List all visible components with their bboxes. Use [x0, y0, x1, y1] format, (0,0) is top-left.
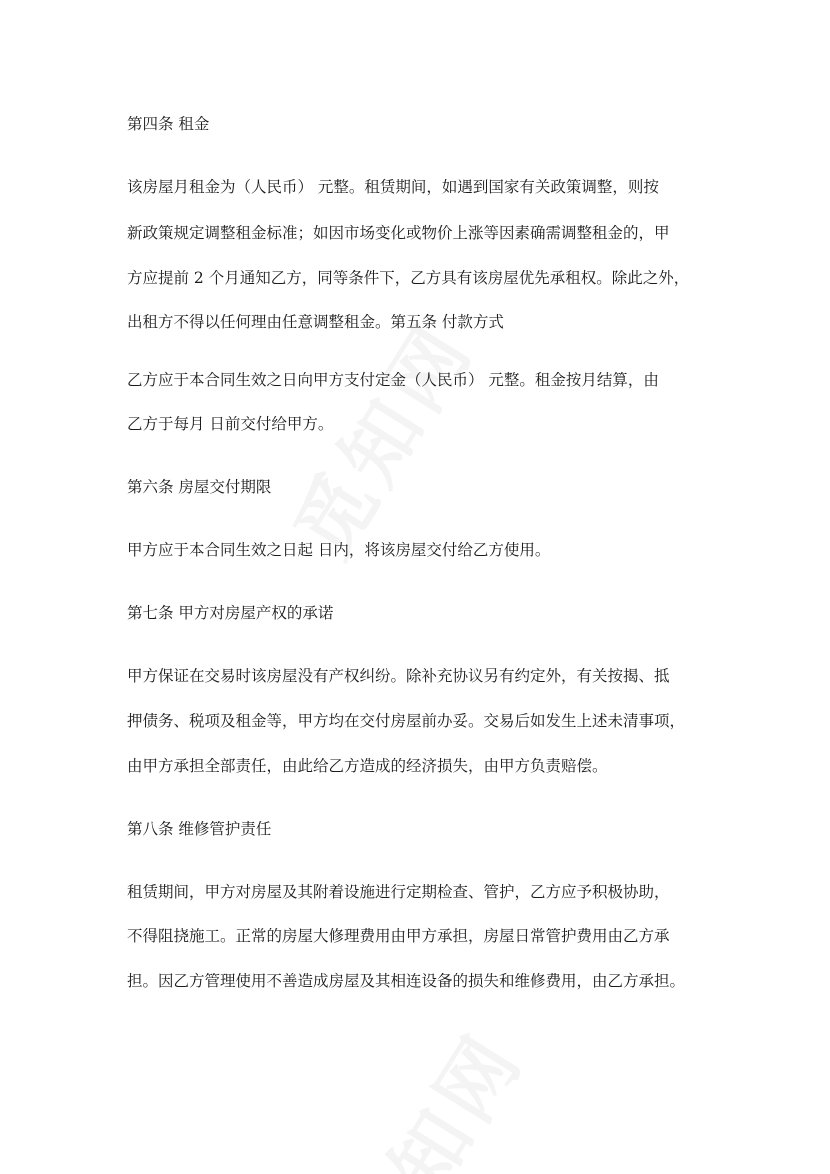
article-4-text-line: 出租方不得以任何理由任意调整租金。第五条 付款方式	[127, 313, 504, 331]
article-4-text-line: 方应提前 2 个月通知乙方，同等条件下，乙方具有该房屋优先承租权。除此之外，	[127, 269, 690, 287]
article-7-heading: 第七条 甲方对房屋产权的承诺	[127, 604, 334, 622]
article-8-text-line: 租赁期间，甲方对房屋及其附着设施进行定期检查、管护，乙方应予积极协助，	[127, 883, 670, 901]
watermark	[313, 1007, 545, 1174]
article-4-text-line: 新政策规定调整租金标准；如因市场变化或物价上涨等因素确需调整租金的，甲	[127, 224, 670, 242]
article-8-heading: 第八条 维修管护责任	[127, 820, 272, 838]
article-6-text-line: 甲方应于本合同生效之日起 日内，将该房屋交付给乙方使用。	[127, 541, 551, 559]
article-5-text-line: 乙方应于本合同生效之日向甲方支付定金（人民币） 元整。租金按月结算，由	[127, 371, 659, 389]
watermark	[263, 297, 495, 575]
article-5-text-line: 乙方于每月 日前交付给甲方。	[127, 415, 334, 433]
article-4-text-line: 该房屋月租金为（人民币） 元整。租赁期间，如遇到国家有关政策调整，则按	[127, 178, 659, 196]
article-7-text-line: 由甲方承担全部责任，由此给乙方造成的经济损失，由甲方负责赔偿。	[127, 757, 608, 775]
article-8-text-line: 担。因乙方管理使用不善造成房屋及其相连设备的损失和维修费用，由乙方承担。	[127, 972, 686, 990]
article-8-text-line: 不得阻挠施工。正常的房屋大修理费用由甲方承担，房屋日常管护费用由乙方承	[127, 927, 670, 945]
article-7-text-line: 甲方保证在交易时该房屋没有产权纠纷。除补充协议另有约定外，有关按揭、抵	[127, 667, 670, 685]
article-6-heading: 第六条 房屋交付期限	[127, 478, 272, 496]
article-4-heading: 第四条 租金	[127, 115, 210, 133]
article-7-text-line: 押债务、税项及租金等，甲方均在交付房屋前办妥。交易后如发生上述未清事项，	[127, 712, 686, 730]
